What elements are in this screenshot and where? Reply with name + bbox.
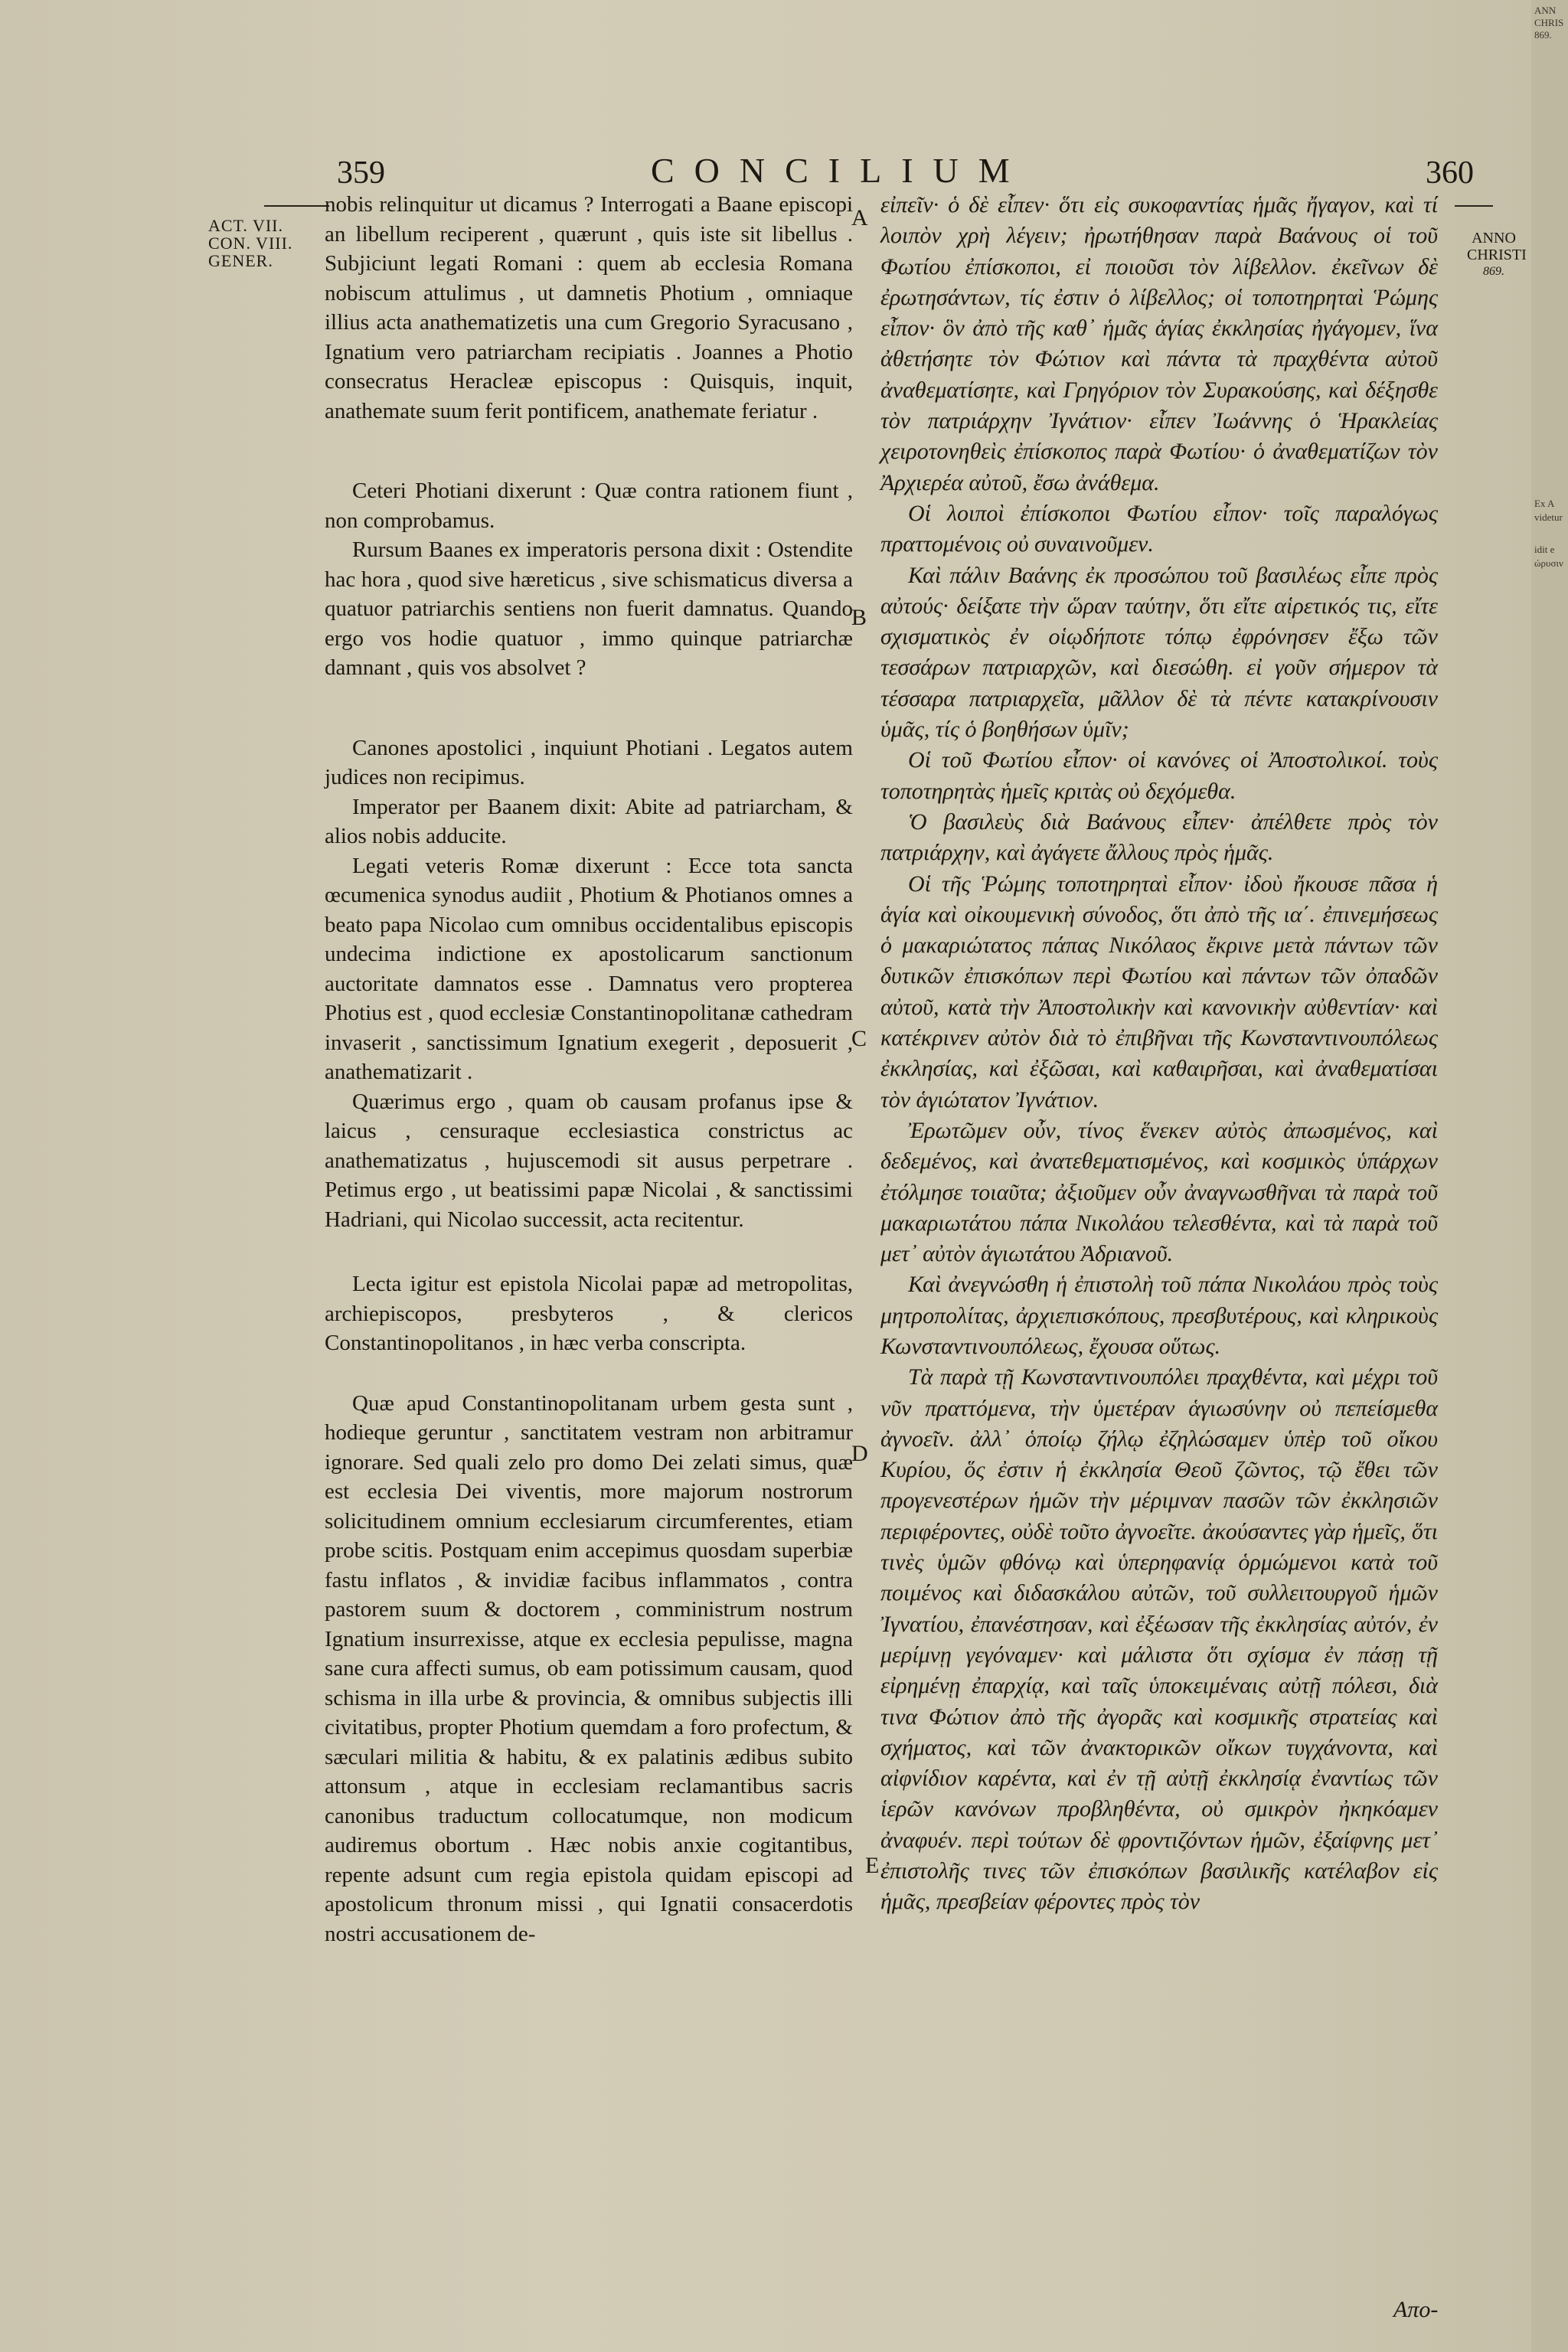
catchword: Απο- bbox=[1393, 2297, 1439, 2322]
latin-paragraph: nobis relinquitur ut dicamus ? Interrogati a Baane episcopi an libellum reciperent , quærunt , quis iste sit libellus . Subjiciunt legati Romani : quem ab ecclesia Romana nobiscum attulimus , ut damnetis Photium , omniaque illius acta anathematizetis una cum Gregorio Syracusano , Ignatium vero patriarcham recipiatis . Joannes a Photio consecratus Heracleæ episcopus : Quisquis, inquit, anathemate suum ferit pontificem, anathemate feriatur . bbox=[325, 192, 853, 423]
edge-fragment: CHRIS bbox=[1534, 17, 1564, 28]
greek-paragraph: Καὶ ἀνεγνώσθη ἡ ἐπιστολὴ τοῦ πάπα Νικολάου πρὸς τοὺς μητροπολίτας, ἀρχιεπισκόπους, πρεσβυτέρους, καὶ κληρικοὺς Κωνσταντινουπόλεως, ἔχουσα οὕτως. bbox=[880, 1272, 1438, 1359]
edge-fragment: idit e bbox=[1534, 544, 1555, 555]
latin-paragraph: Quærimus ergo , quam ob causam profanus ipse & laicus , censuraque ecclesiastica constrictus ac anathematizatus , hujuscemodi sit ausus perpetrare . Petimus ergo , ut beatissimi papæ Nicolai , & sanctissimi Hadriani, qui Nicolao successit, acta recitentur. bbox=[325, 1089, 853, 1232]
edge-fragment: videtur bbox=[1534, 511, 1563, 523]
edge-fragment: ώρυσιν bbox=[1534, 557, 1563, 569]
section-letter-b: B bbox=[851, 605, 867, 630]
section-letter-e: E bbox=[865, 1853, 880, 1878]
greek-paragraph: Καὶ πάλιν Βαάνης ἐκ προσώπου τοῦ βασιλέως εἶπε πρὸς αὐτούς· δείξατε τὴν ὥραν ταύτην, ὅτι εἴτε αἱρετικός τις, εἴτε σχισματικὸς ἐν οἱῳδήποτε τόπῳ ἐφρόνησεν ἔξω τῶν τεσσάρων πατριαρχῶν, καὶ διεσώθη. εἰ γοῦν σήμερον τὰ τέσσαρα πατριαρχεῖα, μᾶλλον δὲ τὰ πέντε κατακρίνουσιν ὑμᾶς, τίς ὁ βοηθήσων ὑμῖν; bbox=[880, 562, 1438, 743]
section-letter-c: C bbox=[851, 1026, 867, 1051]
edge-fragment: Ex A bbox=[1534, 498, 1555, 509]
greek-paragraph: Ἐρωτῶμεν οὖν, τίνος ἕνεκεν αὐτὸς ἀπωσμένος, καὶ δεδεμένος, καὶ ἀνατεθεματισμένος, καὶ κοσμικὸς ὑπάρχων ἐτόλμησε τοιαῦτα; ἀξιοῦμεν οὖν ἀναγνωσθῆναι τὰ παρὰ τοῦ μακαριωτάτου πάπα Νικολάου τελεσθέντα, καὶ τὰ παρὰ τοῦ μετ᾽ αὐτὸν ἁγιωτάτου Ἀδριανοῦ. bbox=[880, 1117, 1438, 1267]
margin-note-line: GENER. bbox=[208, 251, 273, 270]
latin-paragraph: Imperator per Baanem dixit: Abite ad patriarcham, & alios nobis adducite. bbox=[325, 794, 853, 848]
latin-paragraph: Ceteri Photiani dixerunt : Quæ contra rationem fiunt , non comprobamus. bbox=[325, 479, 853, 533]
header-rule-left bbox=[264, 205, 329, 207]
right-page-number: 360 bbox=[1426, 155, 1474, 191]
edge-fragment: 869. bbox=[1534, 29, 1552, 41]
latin-paragraph: Lecta igitur est epistola Nicolai papæ ad metropolitas, archiepiscopos, presbyteros , & clericos Constantinopolitanos , in hæc verba conscripta. bbox=[325, 1272, 853, 1355]
margin-note bbox=[208, 217, 292, 270]
latin-paragraph: Legati veteris Romæ dixerunt : Ecce tota sancta œcumenica synodus audiit , Photium & Photianos omnes a beato papa Nicolao cum omnibus occidentalibus episcopis undecima indictione ex apostolicarum sanctionum auctoritate damnatos esse . Damnatus vero propterea Photius est , quod ecclesiæ Constantinopolitanæ cathedram invaserit , sanctissimum Ignatium exegerit , deposuerit , anathematizarit . bbox=[325, 853, 853, 1084]
greek-paragraph: Οἱ τοῦ Φωτίου εἶπον· οἱ κανόνες οἱ Ἀποστολικοί. τοὺς τοποτηρητὰς ἡμεῖς κριτὰς οὐ δεχόμεθα. bbox=[880, 747, 1438, 804]
greek-column bbox=[880, 190, 1438, 1918]
margin-note-line: CON. VIII. bbox=[208, 234, 293, 253]
latin-paragraph: Quæ apud Constantinopolitanam urbem gesta sunt , hodieque geruntur , sanctitatem vestram non arbitramur ignorare. Sed quali zelo pro domo Dei zelati simus, quæ est ecclesia Dei viventis, more majorum nostrorum solicitudinem omnium ecclesiarum circumferentes, etiam probe scitis. Postquam enim accepimus quosdam superbiæ fastu inflatos , & invidiæ facibus inflammatos , contra pastorem suum & doctorem , comministrum nostrum Ignatium insurrexisse, atque ex ecclesia pepulisse, magna sane cura affecti sumus, ob eam potissimum causam, quod schisma in illa urbe & provincia, & omnibus subjectis illi civitatibus, propter Photium quemdam a foro profectum, & sæculari militia & habitu, & ex palatinis ædibus subito attonsum , atque in ecclesiam reclamantibus sacris canonibus traductum collocatumque, non modicum audiremus obortum . Hæc nobis anxie cogitantibus, repente adsunt cum regia epistola quidam episcopi ad apostolicum thronum missi , qui Ignatii consacerdotis nostri accusationem de- bbox=[325, 1390, 853, 1946]
margin-note-line: ACT. VII. bbox=[208, 216, 284, 235]
adjacent-page-edge bbox=[1531, 0, 1568, 2352]
anno-christi-note bbox=[1467, 230, 1527, 280]
left-page-number: 359 bbox=[337, 155, 385, 191]
latin-column bbox=[325, 190, 853, 1949]
header-rule-right bbox=[1455, 205, 1493, 207]
running-header bbox=[0, 150, 1568, 196]
latin-paragraph: Canones apostolici , inquiunt Photiani . Legatos autem judices non recipimus. bbox=[325, 735, 853, 789]
section-letter-a: A bbox=[851, 205, 868, 230]
latin-paragraph: Rursum Baanes ex imperatoris persona dixit : Ostendite hac hora , quod sive hæreticus , sive schismaticus diversa a quatuor patriarchis sentiens non fuerit damnatus. Quando ergo vos hodie quatuor , immo quinque patriarchæ damnant , quis vos absolvet ? bbox=[325, 537, 853, 680]
anno-line: ANNO bbox=[1472, 230, 1516, 247]
running-title: CONCILIUM bbox=[651, 151, 1030, 190]
anno-line: CHRISTI bbox=[1467, 247, 1527, 263]
greek-paragraph: Οἱ λοιποὶ ἐπίσκοποι Φωτίου εἶπον· τοῖς παραλόγως πραττομένοις οὐ συναινοῦμεν. bbox=[880, 500, 1438, 557]
greek-paragraph: εἰπεῖν· ὁ δὲ εἶπεν· ὅτι εἰς συκοφαντίας ἡμᾶς ἤγαγον, καὶ τί λοιπὸν χρὴ λέγειν; ἠρωτήθησαν παρὰ Βαάνους οἱ τοῦ Φωτίου ἐπίσκοποι, εἰ ποιοῦσι τὸν λίβελλον. ἐκεῖνων δὲ ἐρωτησάντων, τίς ἐστιν ὁ λίβελλος; οἱ τοποτηρηταὶ Ῥώμης εἶπον· ὃν ἀπὸ τῆς καθ᾽ ἡμᾶς ἁγίας ἐκκλησίας ἠγάγομεν, ἵνα ἀθετήσητε τὸν Φώτιον καὶ πάντα τὰ πραχθέντα αὐτοῦ ἀναθεματίσητε, καὶ Γρηγόριον τὸν Συρακούσης, καὶ δέξησθε τὸν πατριάρχην Ἰγνάτιον· εἶπεν Ἰωάννης ὁ Ἡρακλείας χειροτονηθεὶς ἐπίσκοπος παρὰ Φωτίου· ὁ ἀναθεματίζων τὸν Ἀρχιερέα αὐτοῦ, ἔσω ἀνάθεμα. bbox=[880, 192, 1438, 495]
edge-fragment: ANN bbox=[1534, 5, 1557, 16]
greek-paragraph: Τὰ παρὰ τῇ Κωνσταντινουπόλει πραχθέντα, καὶ μέχρι τοῦ νῦν πραττόμενα, τὴν ὑμετέραν ἁγιωσύνην οὐ πεπείσμεθα ἀγνοεῖν. ἀλλ᾽ ὁποίῳ ζήλῳ ἐζηλώσαμεν ὑπὲρ τοῦ οἴκου Κυρίου, ὅς ἐστιν ἡ ἐκκλησία Θεοῦ ζῶντος, τῷ ἔθει τῶν προγενεστέρων ἡμῶν τὴν μέριμναν πασῶν τῶν ἐκκλησιῶν περιφέροντες, οὐδὲ τοῦτο ἀγνοεῖτε. ἀκούσαντες γὰρ ἡμεῖς, ὅτι τινὲς ὑμῶν φθόνῳ καὶ ὑπερηφανίᾳ ὁρμώμενοι κατὰ τοῦ ποιμένος καὶ διδασκάλου αὐτῶν, τοῦ συλλειτουργοῦ ἡμῶν Ἰγνατίου, ἐπανέστησαν, καὶ ἐξέωσαν τῆς ἐκκλησίας αὐτόν, ἐν μερίμνῃ γεγόναμεν· καὶ μάλιστα ὅτι σχίσμα ἐν πάσῃ τῇ εἰρημένῃ ἐπαρχίᾳ, καὶ ταῖς ὑποκειμέναις αὐτῇ πόλεσι, διὰ τινα Φώτιον ἀπὸ τῆς ἀγορᾶς καὶ κοσμικῆς στρατείας καὶ σχήματος, καὶ τῶν ἀνακτορικῶν οἴκων τυγχάνοντα, καὶ αἰφνίδιον καρέντα, καὶ ἐν τῇ αὐτῇ ἐκκλησίᾳ ἐναντίως τῶν ἱερῶν κανόνων προβληθέντα, οὐ σμικρὸν ἠκηκόαμεν ἀναφυέν. περὶ τούτων δὲ φροντιζόντων ἡμῶν, ἐξαίφνης μετ᾽ ἐπιστολῆς τινες τῶν ἐπισκόπων βασιλικῆς κατέλαβον εἰς ἡμᾶς, πρεσβείαν φέροντες πρὸς τὸν bbox=[880, 1364, 1438, 1915]
greek-paragraph: Ὁ βασιλεὺς διὰ Βαάνους εἶπεν· ἀπέλθετε πρὸς τὸν πατριάρχην, καὶ ἀγάγετε ἄλλους πρὸς ἡμᾶς. bbox=[880, 808, 1438, 866]
section-letter-d: D bbox=[851, 1441, 868, 1466]
anno-year: 869. bbox=[1483, 265, 1504, 278]
greek-paragraph: Οἱ τῆς Ῥώμης τοποτηρηταὶ εἶπον· ἰδοὺ ἤκουσε πᾶσα ἡ ἁγία καὶ οἰκουμενικὴ σύνοδος, ὅτι ἀπὸ τῆς ια΄. ἐπινεμήσεως ὁ μακαριώτατος πάπας Νικόλαος ἔκρινε μετὰ πάντων τῶν δυτικῶν ἐπισκόπων περὶ Φωτίου καὶ πάντων τῶν ὀπαδῶν αὐτοῦ, κατὰ τὴν Ἀποστολικὴν καὶ κανονικὴν αὐθεντίαν· καὶ κατέκρινεν αὐτὸν διὰ τὸ ἐπιβῆναι τῆς Κωνσταντινουπόλεως ἐκκλησίας, καὶ ἐξῶσαι, καὶ καθαιρῆσαι, καὶ ἀναθεματίσαι τὸν ἁγιώτατον Ἰγνάτιον. bbox=[880, 871, 1438, 1112]
